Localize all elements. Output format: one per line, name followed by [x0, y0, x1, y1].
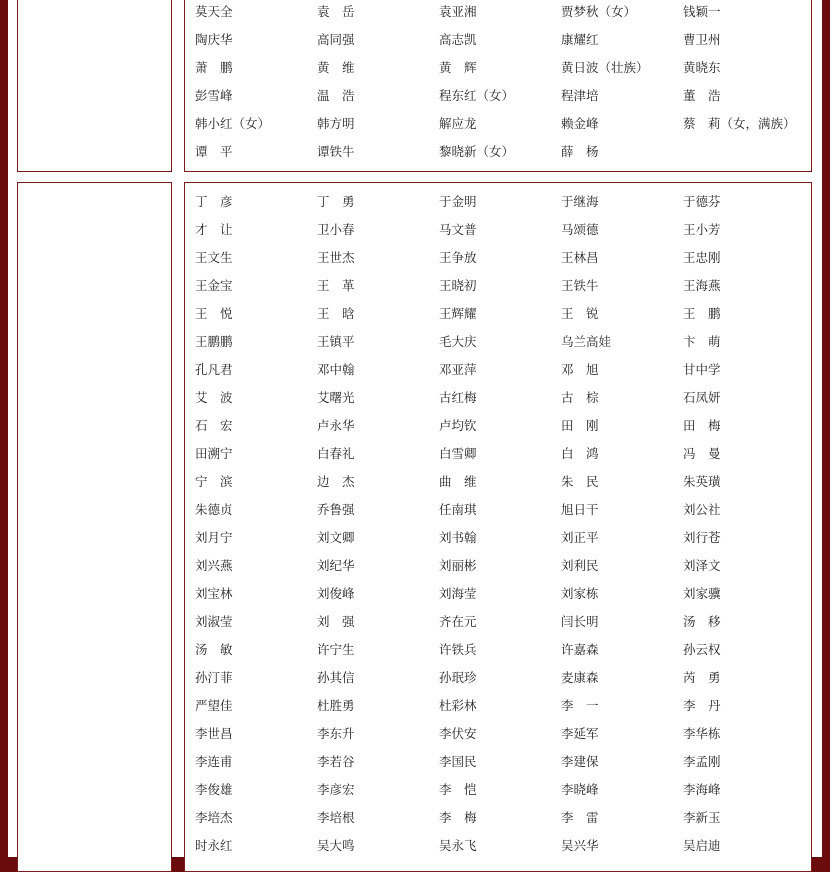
person-name: 王 锐: [561, 306, 599, 321]
person-name: 韩方明: [317, 116, 355, 131]
person-name: 李孟刚: [683, 754, 721, 769]
name-row: [195, 636, 805, 664]
name-row: [195, 524, 805, 552]
person-name: 吴永飞: [439, 838, 477, 853]
person-name: 李华栋: [683, 726, 721, 741]
person-name: 冯 曼: [683, 446, 721, 461]
person-name: 艾 波: [195, 390, 233, 405]
person-name: 韩小红（女）: [195, 116, 271, 131]
person-name: 刘利民: [561, 558, 599, 573]
person-name: 王海燕: [683, 278, 721, 293]
person-name: 田 刚: [561, 418, 599, 433]
person-name: 朱 民: [561, 474, 599, 489]
name-row: [195, 188, 805, 216]
person-name: 王 革: [317, 278, 355, 293]
person-name: 李建保: [561, 754, 599, 769]
person-name: 刘俊峰: [317, 586, 355, 601]
person-name: 任南琪: [439, 502, 477, 517]
person-name: 李延军: [561, 726, 599, 741]
person-name: 程津培: [561, 88, 599, 103]
person-name: 刘文卿: [317, 530, 355, 545]
person-name: 严望佳: [195, 698, 233, 713]
person-name: 卢永华: [317, 418, 355, 433]
person-name: 汤 移: [683, 614, 721, 629]
person-name: 钱颖一: [683, 4, 721, 19]
name-row: [195, 328, 805, 356]
person-name: 宁 滨: [195, 474, 233, 489]
person-name: 才 让: [195, 222, 233, 237]
person-name: 孙云权: [683, 642, 721, 657]
name-section-2: [8, 182, 822, 862]
person-name: 谭 平: [195, 144, 233, 159]
person-name: 彭雪峰: [195, 88, 233, 103]
person-name: 吴启迪: [683, 838, 721, 853]
person-name: 丁 彦: [195, 194, 233, 209]
name-row: [195, 54, 805, 82]
person-name: 孙其信: [317, 670, 355, 685]
person-name: 程东红（女）: [439, 88, 515, 103]
person-name: 孙珉珍: [439, 670, 477, 685]
name-row: [195, 664, 805, 692]
person-name: 高志凯: [439, 32, 477, 47]
person-name: 王忠刚: [683, 250, 721, 265]
person-name: 王世杰: [317, 250, 355, 265]
person-name: 朱英璜: [683, 474, 721, 489]
person-name: 黄晓东: [683, 60, 721, 75]
name-row: [195, 356, 805, 384]
person-name: 刘家栋: [561, 586, 599, 601]
name-row: [195, 300, 805, 328]
person-name: 于德芬: [683, 194, 721, 209]
person-name: 王鹏鹏: [195, 334, 233, 349]
person-name: 薛 杨: [561, 144, 599, 159]
person-name: 毛大庆: [439, 334, 477, 349]
person-name: 高同强: [317, 32, 355, 47]
person-name: 李东升: [317, 726, 355, 741]
person-name: 王小芳: [683, 222, 721, 237]
person-name: 曹卫州: [683, 32, 721, 47]
person-name: 石凤妍: [683, 390, 721, 405]
name-row: [195, 138, 805, 166]
person-name: 李世昌: [195, 726, 233, 741]
person-name: 李晓峰: [561, 782, 599, 797]
person-name: 袁 岳: [317, 4, 355, 19]
person-name: 李俊雄: [195, 782, 233, 797]
person-name: 王金宝: [195, 278, 233, 293]
person-name: 刘泽文: [683, 558, 721, 573]
person-name: 刘月宁: [195, 530, 233, 545]
name-row: [195, 82, 805, 110]
person-name: 甘中学: [683, 362, 721, 377]
person-name: 王 悦: [195, 306, 233, 321]
name-list-box: [184, 182, 812, 872]
person-name: 刘行苍: [683, 530, 721, 545]
person-name: 陶庆华: [195, 32, 233, 47]
person-name: 刘丽彬: [439, 558, 477, 573]
person-name: 刘宝林: [195, 586, 233, 601]
person-name: 李 丹: [683, 698, 721, 713]
person-name: 石 宏: [195, 418, 233, 433]
page-body: [8, 0, 822, 857]
name-row: [195, 272, 805, 300]
name-row: [195, 216, 805, 244]
person-name: 刘公社: [683, 502, 721, 517]
person-name: 李 一: [561, 698, 599, 713]
person-name: 朱德贞: [195, 502, 233, 517]
name-row: [195, 110, 805, 138]
person-name: 贾梦秋（女）: [561, 4, 637, 19]
name-row: [195, 804, 805, 832]
person-name: 王 鹏: [683, 306, 721, 321]
person-name: [683, 138, 805, 166]
name-row: [195, 692, 805, 720]
person-name: 刘纪华: [317, 558, 355, 573]
person-name: 旭日干: [561, 502, 599, 517]
name-grid: [195, 0, 805, 166]
name-row: [195, 26, 805, 54]
person-name: 董 浩: [683, 88, 721, 103]
person-name: 白 鸿: [561, 446, 599, 461]
person-name: 许宁生: [317, 642, 355, 657]
person-name: 康耀红: [561, 32, 599, 47]
person-name: 李海峰: [683, 782, 721, 797]
person-name: 马颂德: [561, 222, 599, 237]
person-name: 莫天全: [195, 4, 233, 19]
person-name: 刘 强: [317, 614, 355, 629]
person-name: 王辉耀: [439, 306, 477, 321]
name-row: [195, 748, 805, 776]
section-label-cell: [17, 182, 172, 872]
person-name: 芮 勇: [683, 670, 721, 685]
person-name: 吴大鸣: [317, 838, 355, 853]
name-row: [195, 412, 805, 440]
name-row: [195, 552, 805, 580]
person-name: 许嘉森: [561, 642, 599, 657]
person-name: 田溯宁: [195, 446, 233, 461]
person-name: 萧 鹏: [195, 60, 233, 75]
person-name: 吴兴华: [561, 838, 599, 853]
person-name: 邓中翰: [317, 362, 355, 377]
person-name: 邓亚萍: [439, 362, 477, 377]
person-name: 麦康森: [561, 670, 599, 685]
person-name: 古红梅: [439, 390, 477, 405]
person-name: 王铁牛: [561, 278, 599, 293]
person-name: 刘书翰: [439, 530, 477, 545]
person-name: 李伏安: [439, 726, 477, 741]
person-name: 时永红: [195, 838, 233, 853]
person-name: 于金明: [439, 194, 477, 209]
person-name: 李 梅: [439, 810, 477, 825]
person-name: 卢均钦: [439, 418, 477, 433]
person-name: 王文生: [195, 250, 233, 265]
person-name: 王镇平: [317, 334, 355, 349]
person-name: 曲 维: [439, 474, 477, 489]
person-name: 闫长明: [561, 614, 599, 629]
person-name: 孙汀菲: [195, 670, 233, 685]
person-name: 刘家骥: [683, 586, 721, 601]
person-name: 李 雷: [561, 810, 599, 825]
person-name: 艾曙光: [317, 390, 355, 405]
person-name: 温 浩: [317, 88, 355, 103]
person-name: 乌兰高娃: [561, 334, 612, 349]
person-name: 齐在元: [439, 614, 477, 629]
person-name: 黄日波（壮族）: [561, 60, 649, 75]
person-name: 杜彩林: [439, 698, 477, 713]
person-name: 于继海: [561, 194, 599, 209]
name-row: [195, 720, 805, 748]
person-name: 王晓初: [439, 278, 477, 293]
person-name: 古 棕: [561, 390, 599, 405]
person-name: 谭铁牛: [317, 144, 355, 159]
name-row: [195, 496, 805, 524]
person-name: 白雪卿: [439, 446, 477, 461]
name-row: [195, 440, 805, 468]
person-name: 边 杰: [317, 474, 355, 489]
name-list-box: [184, 0, 812, 172]
name-row: [195, 608, 805, 636]
person-name: 赖金峰: [561, 116, 599, 131]
person-name: 李新玉: [683, 810, 721, 825]
person-name: 孔凡君: [195, 362, 233, 377]
person-name: 李培根: [317, 810, 355, 825]
section-label-cell: [17, 0, 172, 172]
person-name: 刘兴燕: [195, 558, 233, 573]
name-row: [195, 0, 805, 26]
name-row: [195, 832, 805, 860]
person-name: 杜胜勇: [317, 698, 355, 713]
person-name: 王 晗: [317, 306, 355, 321]
person-name: 袁亚湘: [439, 4, 477, 19]
person-name: 黄 维: [317, 60, 355, 75]
name-grid: [195, 188, 805, 860]
person-name: 乔鲁强: [317, 502, 355, 517]
person-name: 蔡 莉（女，满族）: [683, 116, 796, 131]
name-row: [195, 776, 805, 804]
person-name: 李国民: [439, 754, 477, 769]
name-row: [195, 244, 805, 272]
person-name: 卫小春: [317, 222, 355, 237]
person-name: 李彦宏: [317, 782, 355, 797]
person-name: 田 梅: [683, 418, 721, 433]
person-name: 刘正平: [561, 530, 599, 545]
person-name: 王林昌: [561, 250, 599, 265]
person-name: 马文普: [439, 222, 477, 237]
person-name: 许铁兵: [439, 642, 477, 657]
person-name: 白春礼: [317, 446, 355, 461]
name-section-1: [8, 0, 822, 172]
person-name: 李培杰: [195, 810, 233, 825]
person-name: 李连甫: [195, 754, 233, 769]
person-name: 卞 萌: [683, 334, 721, 349]
person-name: 邓 旭: [561, 362, 599, 377]
person-name: 汤 敏: [195, 642, 233, 657]
person-name: 李若谷: [317, 754, 355, 769]
person-name: 刘淑莹: [195, 614, 233, 629]
name-row: [195, 468, 805, 496]
name-row: [195, 580, 805, 608]
person-name: 李 恺: [439, 782, 477, 797]
person-name: 黄 辉: [439, 60, 477, 75]
person-name: 刘海莹: [439, 586, 477, 601]
person-name: 王争放: [439, 250, 477, 265]
name-row: [195, 384, 805, 412]
person-name: 解应龙: [439, 116, 477, 131]
person-name: 黎晓新（女）: [439, 144, 515, 159]
person-name: 丁 勇: [317, 194, 355, 209]
